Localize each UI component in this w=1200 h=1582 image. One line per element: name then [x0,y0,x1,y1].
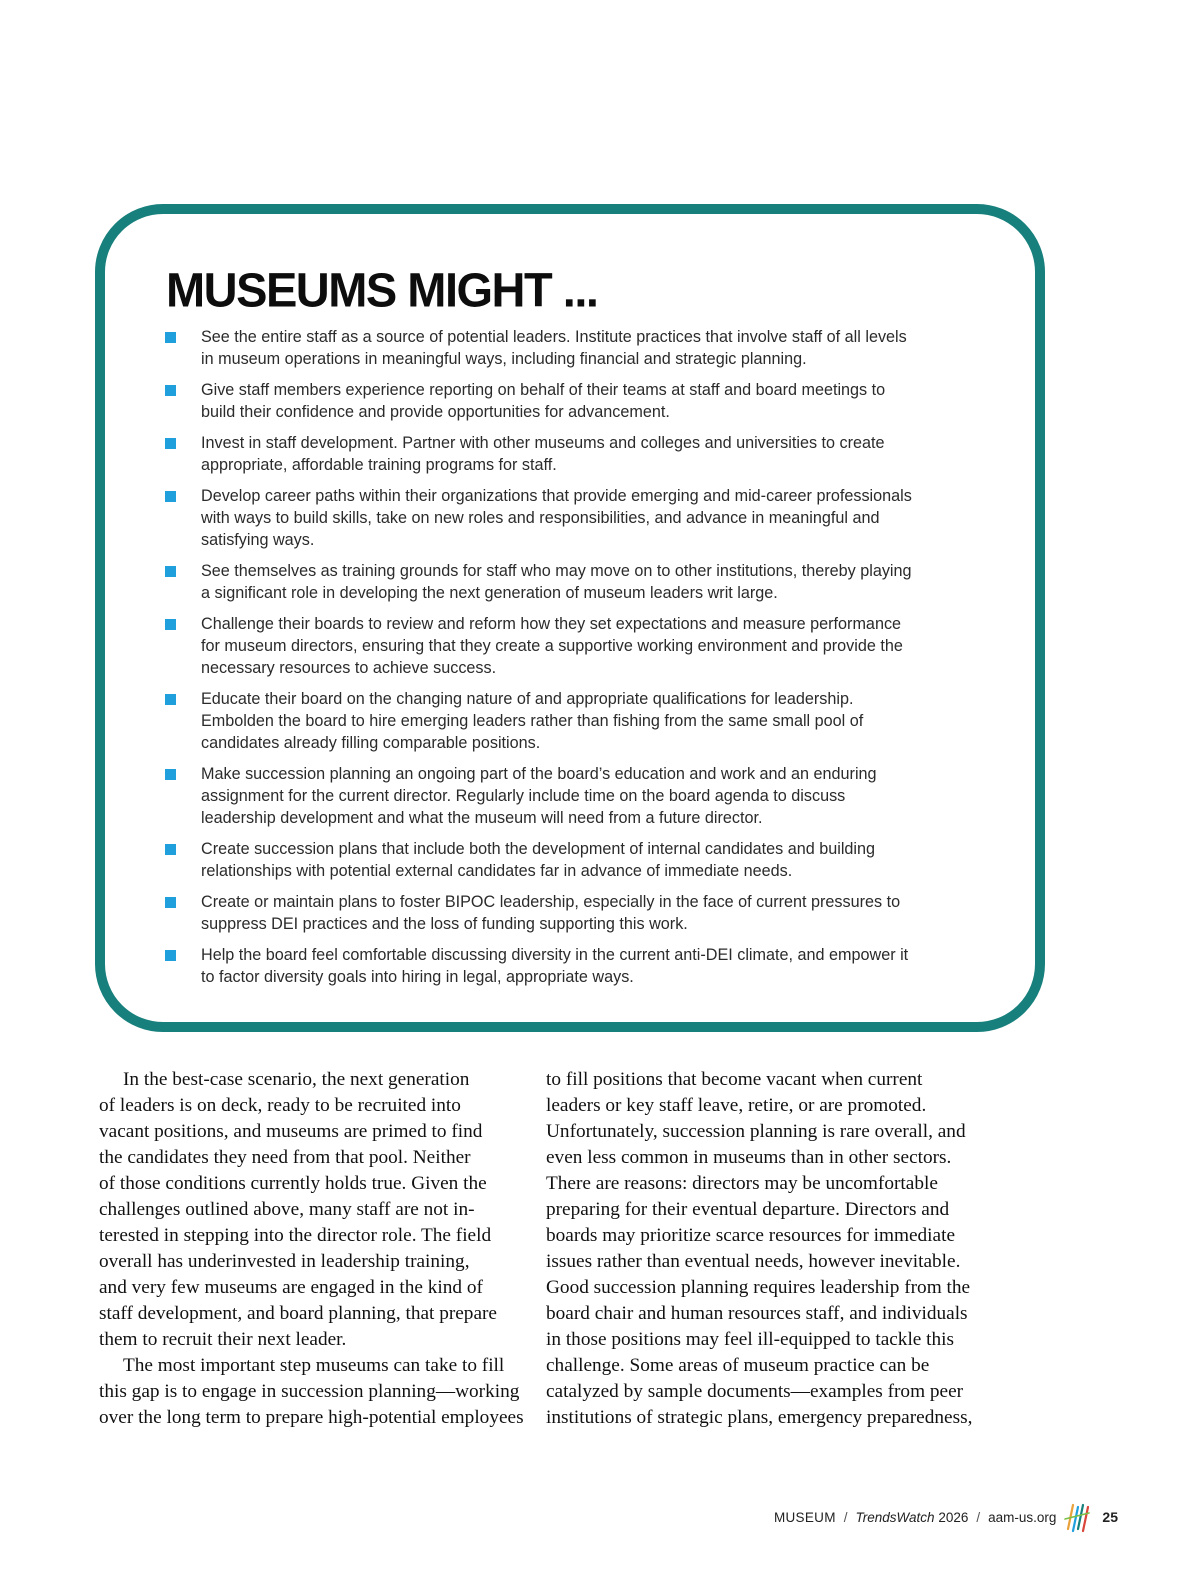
list-item-line: candidates already filling comparable positions. [201,734,541,752]
list-item [165,485,995,551]
callout-title: MUSEUMS MIGHT ... [166,262,598,317]
square-bullet-icon [165,694,176,705]
footer-separator: / [843,1509,848,1525]
square-bullet-icon [165,950,176,961]
body-paragraph [546,1067,974,1431]
text-line: issues rather than eventual needs, however inevitable. [546,1251,961,1272]
list-item-line: Embolden the board to hire emerging leaders rather than fishing from the same small pool of [201,712,864,730]
text-line: preparing for their eventual departure. Directors and [546,1199,950,1220]
square-bullet-icon [165,844,176,855]
list-item [165,432,995,476]
text-line: even less common in museums than in other sectors. [546,1147,952,1168]
list-item-line: Help the board feel comfortable discussing diversity in the current anti-DEI climate, and empower it [201,946,909,964]
text-line: over the long term to prepare high-potential employees [99,1407,524,1428]
text-line: them to recruit their next leader. [99,1329,347,1350]
list-item [165,944,995,988]
list-item-line: Give staff members experience reporting on behalf of their teams at staff and board meetings to [201,381,886,399]
list-item-line: build their confidence and provide opportunities for advancement. [201,403,670,421]
text-line: of those conditions currently holds true. Given the [99,1173,487,1194]
square-bullet-icon [165,897,176,908]
footer-magazine: MUSEUM [773,1509,836,1525]
body-column-left [99,1067,527,1431]
text-line: challenges outlined above, many staff are not in- [99,1199,475,1220]
body-paragraph [99,1353,527,1431]
list-item-line: Invest in staff development. Partner with other museums and colleges and universities to create [201,434,885,452]
list-item-line: satisfying ways. [201,531,315,549]
square-bullet-icon [165,491,176,502]
text-line: in those positions may feel ill-equipped to tackle this [546,1329,955,1350]
list-item-line: for museum directors, ensuring that they create a supportive working environment and provide the [201,637,903,655]
square-bullet-icon [165,769,176,780]
list-item-line: with ways to build skills, take on new roles and responsibilities, and advance in meaningful and [201,509,880,527]
list-item-line: to factor diversity goals into hiring in legal, appropriate ways. [201,968,634,986]
text-line: board chair and human resources staff, and individuals [546,1303,968,1324]
square-bullet-icon [165,332,176,343]
footer-website: aam-us.org [988,1509,1057,1525]
list-item-line: a significant role in developing the next generation of museum leaders writ large. [201,584,778,602]
list-item-line: Develop career paths within their organizations that provide emerging and mid-career professionals [201,487,912,505]
text-line: Unfortunately, succession planning is rare overall, and [546,1121,966,1142]
text-line: In the best-case scenario, the next generation [123,1069,470,1090]
square-bullet-icon [165,566,176,577]
list-item [165,379,995,423]
list-item-line: necessary resources to achieve success. [201,659,497,677]
square-bullet-icon [165,385,176,396]
text-line: overall has underinvested in leadership training, [99,1251,470,1272]
text-line: boards may prioritize scarce resources for immediate [546,1225,956,1246]
text-line: catalyzed by sample documents—examples from peer [546,1381,964,1402]
page-number: 25 [1102,1509,1118,1525]
list-item-line: leadership development and what the museum will need from a future director. [201,809,763,827]
list-item-line: See the entire staff as a source of potential leaders. Institute practices that involve staff of all levels [201,328,907,346]
list-item [165,838,995,882]
text-line: and very few museums are engaged in the kind of [99,1277,483,1298]
text-line: the candidates they need from that pool. Neither [99,1147,471,1168]
list-item-line: Challenge their boards to review and reform how they set expectations and measure performance [201,615,902,633]
body-paragraph [99,1067,527,1353]
text-line: this gap is to engage in succession planning—working [99,1381,520,1402]
footer-year: 2026 [938,1509,969,1525]
text-line: Good succession planning requires leadership from the [546,1277,971,1298]
text-line: leaders or key staff leave, retire, or are promoted. [546,1095,927,1116]
list-item [165,326,995,370]
body-column-right [546,1067,974,1431]
list-item [165,613,995,679]
list-item-line: Create or maintain plans to foster BIPOC leadership, especially in the face of current pressures to [201,893,901,911]
list-item-line: appropriate, affordable training programs for staff. [201,456,557,474]
list-item [165,763,995,829]
page-footer [774,1500,1118,1534]
list-item-line: relationships with potential external candidates far in advance of immediate needs. [201,862,793,880]
list-item [165,560,995,604]
text-line: challenge. Some areas of museum practice can be [546,1355,930,1376]
list-item-line: suppress DEI practices and the loss of funding supporting this work. [201,915,688,933]
text-line: staff development, and board planning, that prepare [99,1303,497,1324]
text-line: The most important step museums can take to fill [123,1355,505,1376]
text-line: of leaders is on deck, ready to be recruited into [99,1095,461,1116]
footer-publication-name: TrendsWatch [855,1509,935,1525]
list-item-line: See themselves as training grounds for staff who may move on to other institutions, thereby playing [201,562,912,580]
recommendation-list [165,326,995,997]
footer-publication [856,1510,969,1525]
list-item-line: Make succession planning an ongoing part of the board’s education and work and an enduring [201,765,877,783]
list-item [165,891,995,935]
text-line: There are reasons: directors may be uncomfortable [546,1173,938,1194]
text-line: terested in stepping into the director role. The field [99,1225,492,1246]
list-item-line: in museum operations in meaningful ways, including financial and strategic planning. [201,350,807,368]
square-bullet-icon [165,619,176,630]
list-item-line: Create succession plans that include both the development of internal candidates and building [201,840,876,858]
aam-logo-icon [1064,1501,1090,1533]
text-line: institutions of strategic plans, emergency preparedness, [546,1407,973,1428]
list-item-line: Educate their board on the changing nature of and appropriate qualifications for leadership. [201,690,854,708]
callout-box [95,204,1045,1032]
footer-separator-2: / [976,1509,981,1525]
list-item [165,688,995,754]
text-line: to fill positions that become vacant when current [546,1069,923,1090]
text-line: vacant positions, and museums are primed to find [99,1121,483,1142]
square-bullet-icon [165,438,176,449]
list-item-line: assignment for the current director. Regularly include time on the board agenda to discuss [201,787,846,805]
